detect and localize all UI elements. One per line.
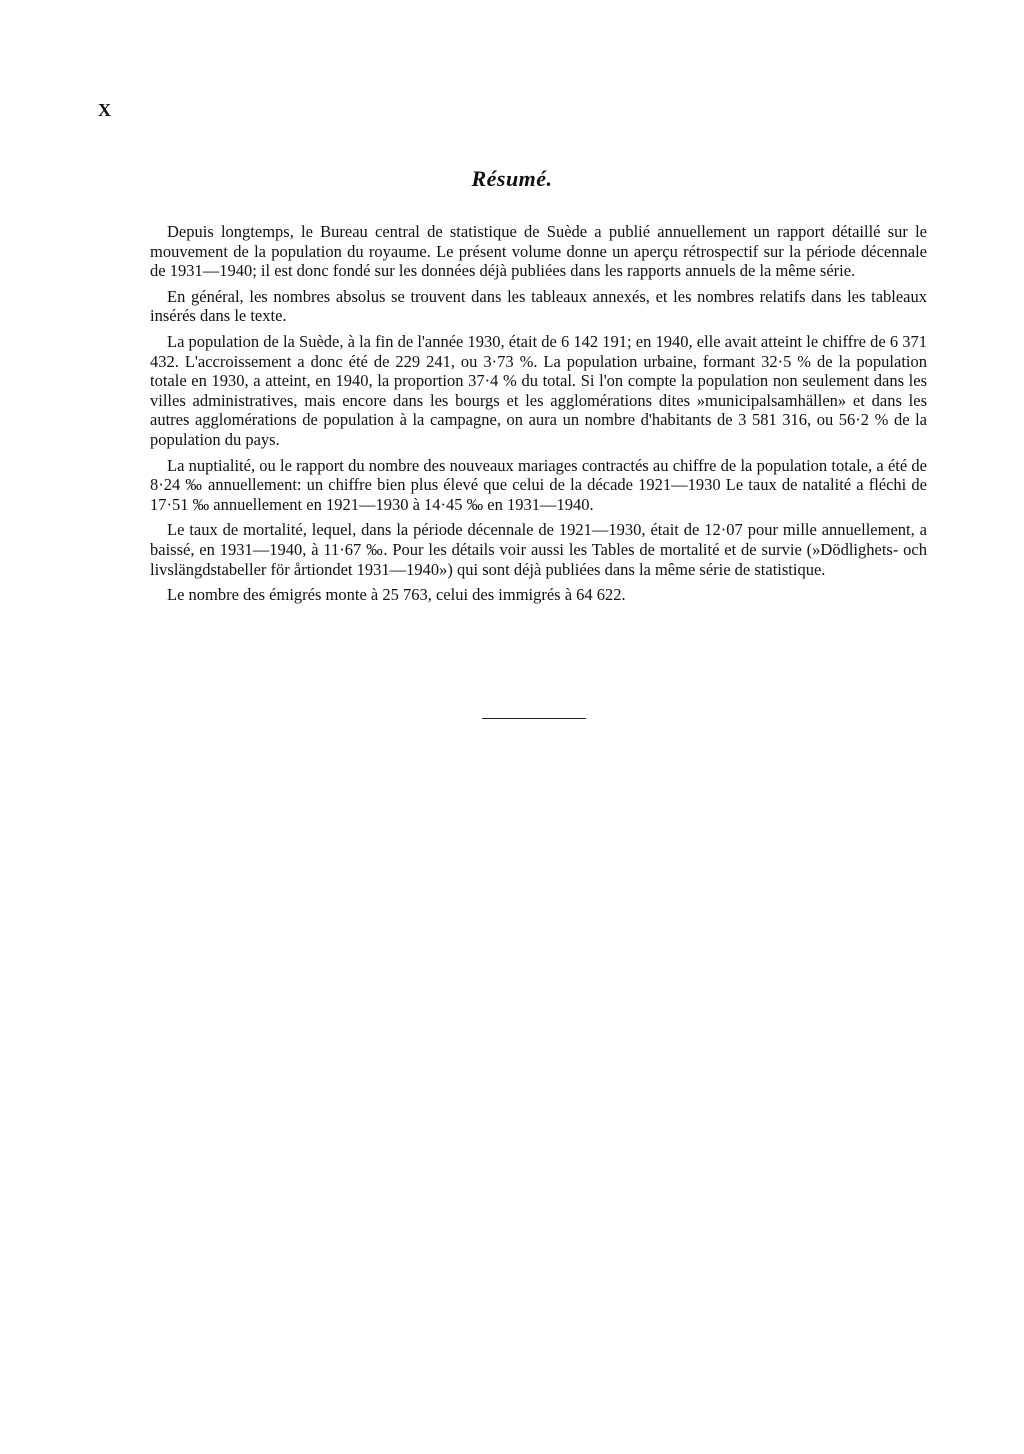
- paragraph-population: La population de la Suède, à la fin de l'année 1930, était de 6 142 191; en 1940, elle avait atteint le chiffre de 6 371 432. L'accroissement a donc été de 229 241, ou 3·73 %. La population urbaine, formant 32·5 % de la population totale en 1930, a atteint, en 1940, la proportion 37·4 % du total. Si l'on compte la population non seulement dans les villes administratives, mais encore dans les bourgs et les agglomérations dites »municipalsamhällen» et dans les autres agglomérations de population à la campagne, on aura un nombre d'habitants de 3 581 316, ou 56·2 % de la population du pays.: [150, 331, 927, 449]
- page-number: X: [98, 100, 111, 120]
- paragraph-migration: Le nombre des émigrés monte à 25 763, celui des immigrés à 64 622.: [167, 585, 626, 605]
- paragraph-introduction: Depuis longtemps, le Bureau central de statistique de Suède a publié annuellement un rapport détaillé sur le mouvement de la population du royaume. Le présent volume donne un aperçu rétrospectif sur la période décennale de 1931—1940; il est donc fondé sur les données déjà publiées dans les rapports annuels de la même série.: [150, 222, 927, 281]
- section-divider: [482, 718, 586, 719]
- body-text: [150, 222, 927, 611]
- paragraph-nuptiality-natality: La nuptialité, ou le rapport du nombre des nouveaux mariages contractés au chiffre de la population totale, a été de 8·24 ‰ annuellement: un chiffre bien plus élevé que celui de la décade 1921—1930 Le taux de natalité a fléchi de 17·51 ‰ annuellement en 1921—1930 à 14·45 ‰ en 1931—1940.: [150, 455, 927, 514]
- page-title: Résumé.: [471, 166, 553, 191]
- paragraph-tables: En général, les nombres absolus se trouvent dans les tableaux annexés, et les nombres relatifs dans les tableaux insérés dans le texte.: [150, 286, 927, 326]
- paragraph-mortality: Le taux de mortalité, lequel, dans la période décennale de 1921—1930, était de 12·07 pour mille annuellement, a baissé, en 1931—1940, à 11·67 ‰. Pour les détails voir aussi les Tables de mortalité et de survie (»Dödlighets- och livslängdstabeller för årtiondet 1931—1940») qui sont déjà publiées dans la même série de statistique.: [150, 520, 927, 579]
